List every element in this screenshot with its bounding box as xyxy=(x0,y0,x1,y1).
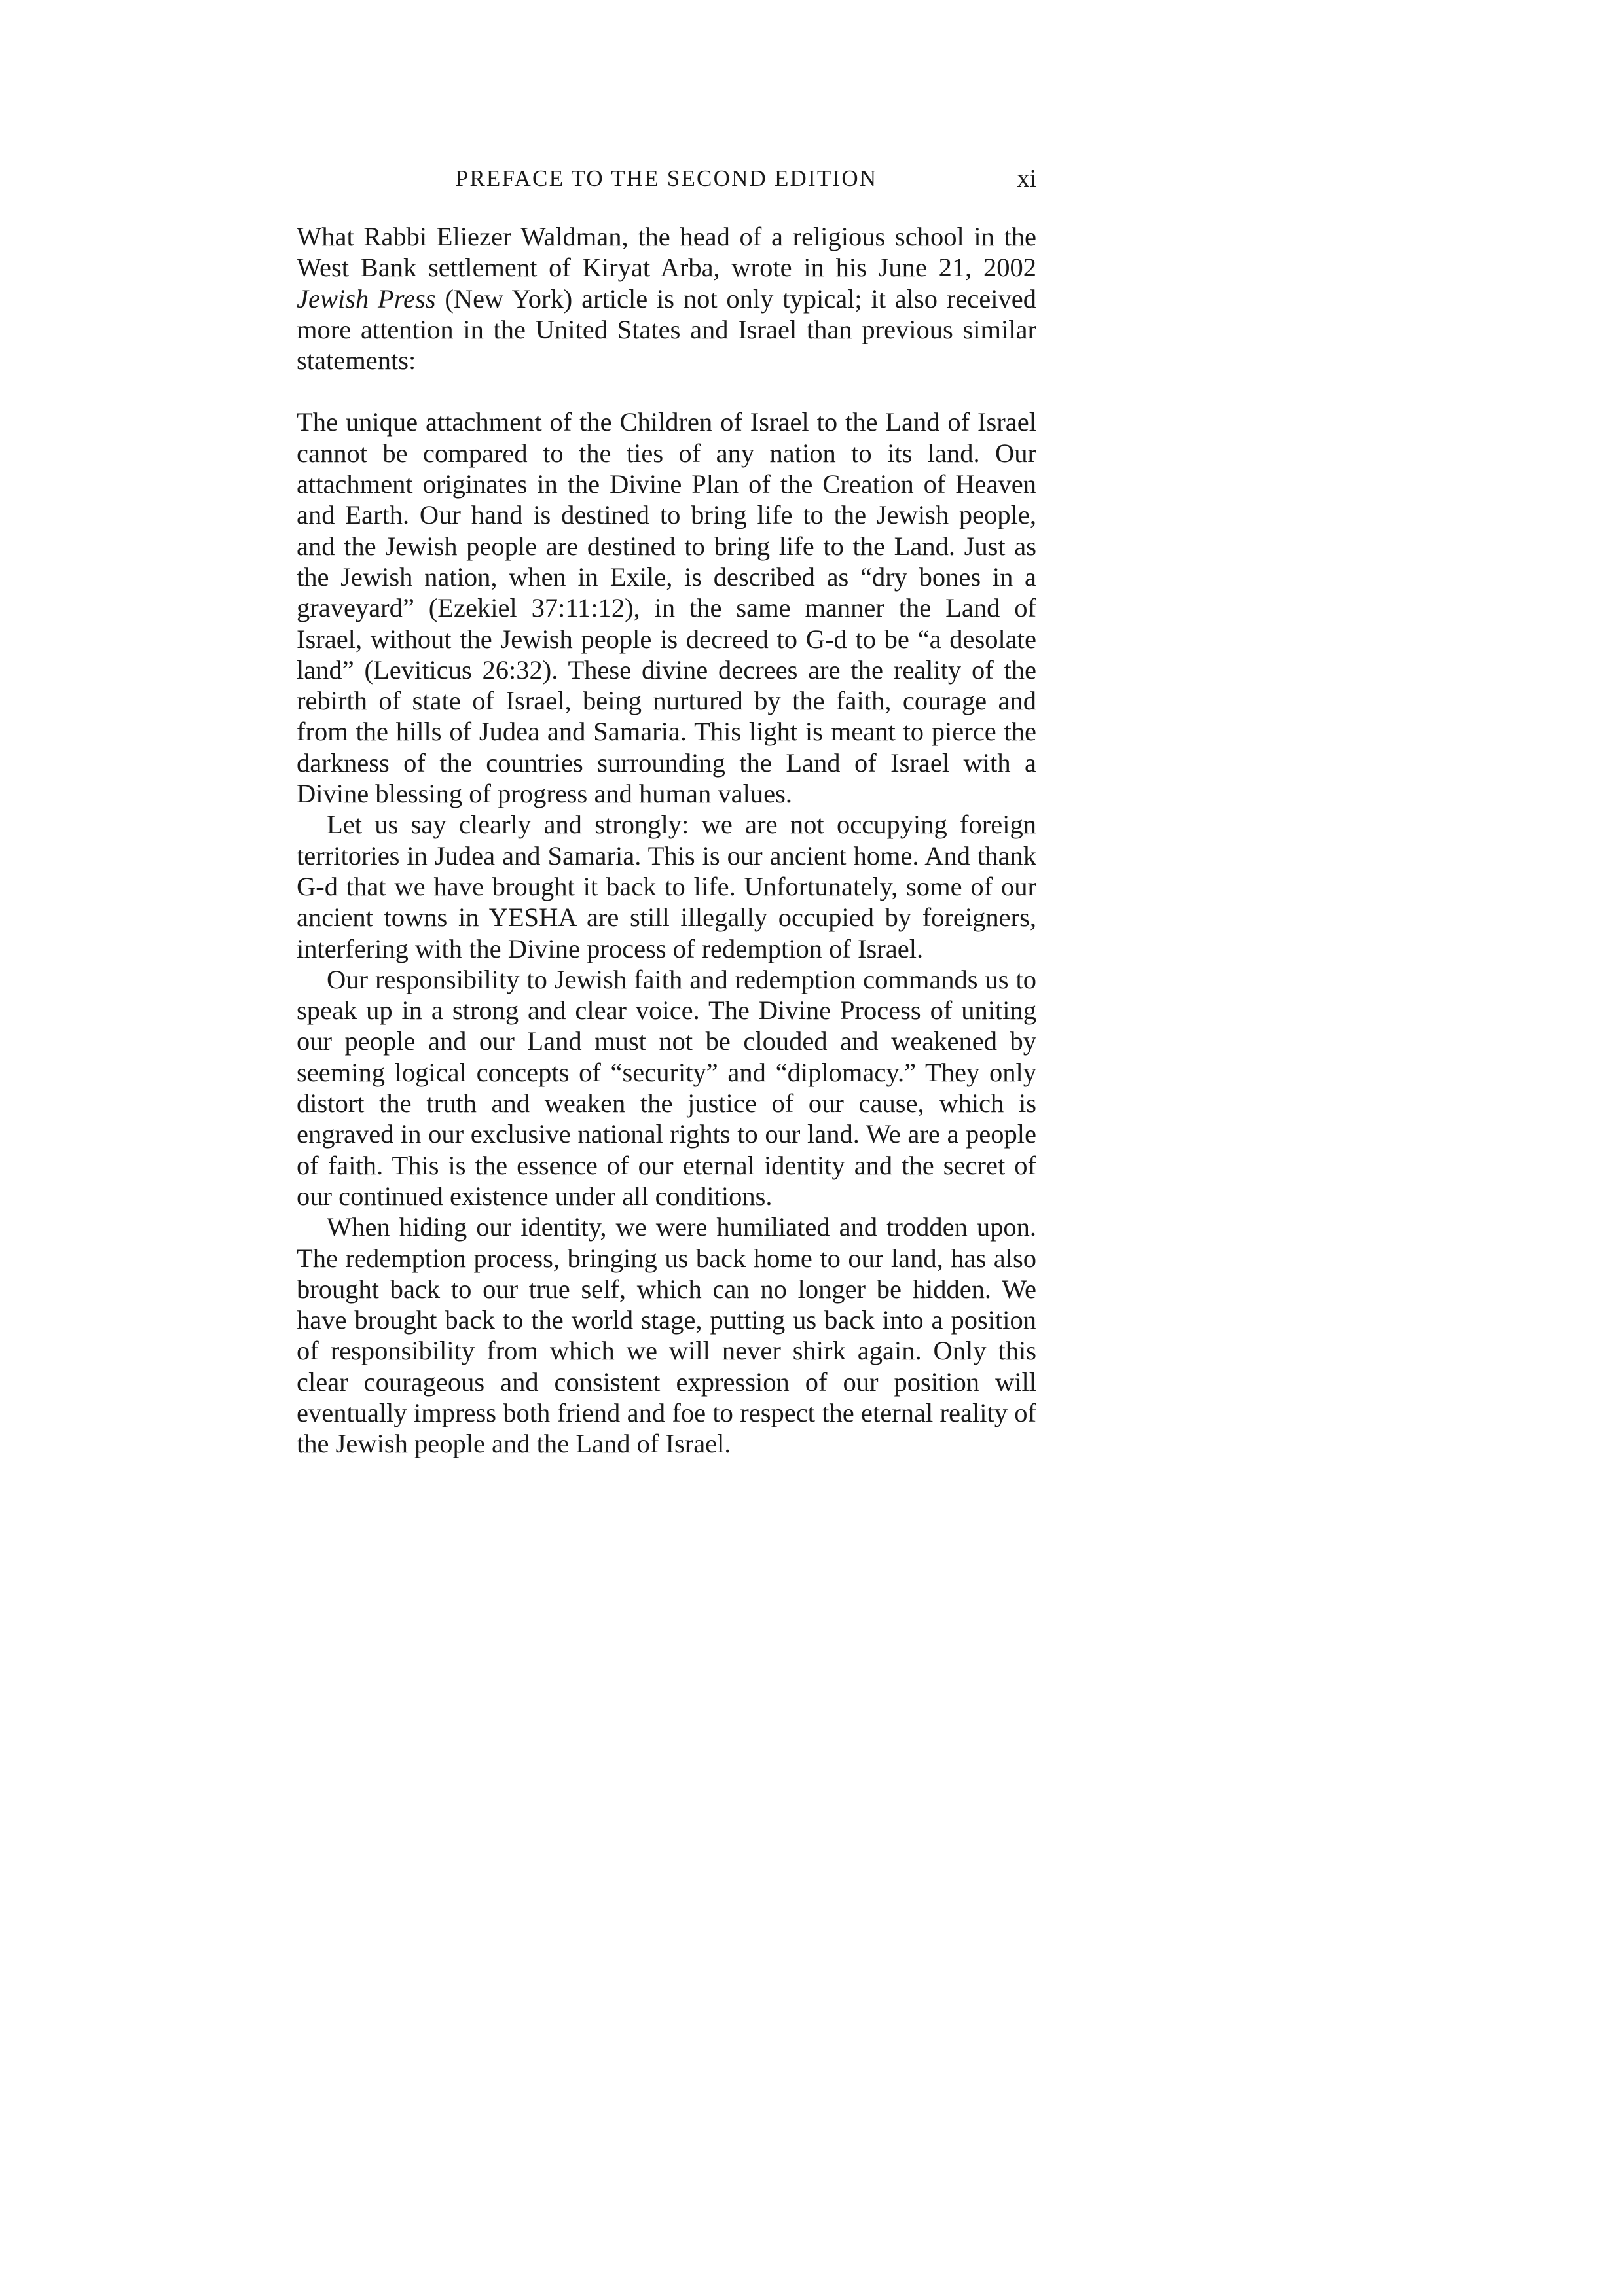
page-number: xi xyxy=(1017,165,1036,192)
intro-text-after: (New York) article is not only typical; it also received more attention in the United States and Israel than previous similar statements: xyxy=(297,283,1036,376)
block-quote xyxy=(297,406,1036,1459)
quote-paragraph-3: Our responsibility to Jewish faith and redemption commands us to speak up in a strong and clear voice. The Divine Process of uniting our people and our Land must not be clouded and weakened by seeming logical concepts of “security” and “diplomacy.” They only distort the truth and weaken the justice of our cause, which is engraved in our exclusive national rights to our land. We are a people of faith. This is the essence of our eternal identity and the secret of our continued existence under all conditions. xyxy=(297,964,1036,1211)
running-title: PREFACE TO THE SECOND EDITION xyxy=(455,166,878,191)
intro-paragraph xyxy=(297,221,1036,376)
body-text xyxy=(297,221,1036,1460)
quote-paragraph-2: Let us say clearly and strongly: we are not occupying foreign territories in Judea and Samaria. This is our ancient home. And thank G-d that we have brought it back to life. Unfortunately, some of our ancient towns in YESHA are still illegally occupied by foreigners, interfering with the Divine process of redemption of Israel. xyxy=(297,810,1036,963)
quote-paragraph-4: When hiding our identity, we were humiliated and trodden upon. The redemption process, bringing us back home to our land, has also brought back to our true self, which can no longer be hidden. We have brought back to the world stage, putting us back into a position of responsibility from which we will never shirk again. Only this clear courageous and consistent expression of our position will eventually impress both friend and foe to respect the eternal reality of the Jewish people and the Land of Israel. xyxy=(297,1212,1036,1459)
running-header xyxy=(297,162,1036,195)
quote-paragraph-1: The unique attachment of the Children of Israel to the Land of Israel cannot be compared to the ties of any nation to its land. Our attachment originates in the Divine Plan of the Creation of Heaven and Earth. Our hand is destined to bring life to the Jewish people, and the Jewish people are destined to bring life to the Land. Just as the Jewish nation, when in Exile, is described as “dry bones in a graveyard” (Ezekiel 37:11:12), in the same manner the Land of Israel, without the Jewish people is decreed to G-d to be “a desolate land” (Leviticus 26:32). These divine decrees are the reality of the rebirth of state of Israel, being nurtured by the faith, courage and from the hills of Judea and Samaria. This light is meant to pierce the darkness of the countries surrounding the Land of Israel with a Divine blessing of progress and human values. xyxy=(297,407,1036,809)
publication-title: Jewish Press xyxy=(297,283,436,314)
intro-text-before: What Rabbi Eliezer Waldman, the head of a religious school in the West Bank settlement of Kiryat Arba, wrote in his June 21, 2002 xyxy=(297,222,1036,283)
